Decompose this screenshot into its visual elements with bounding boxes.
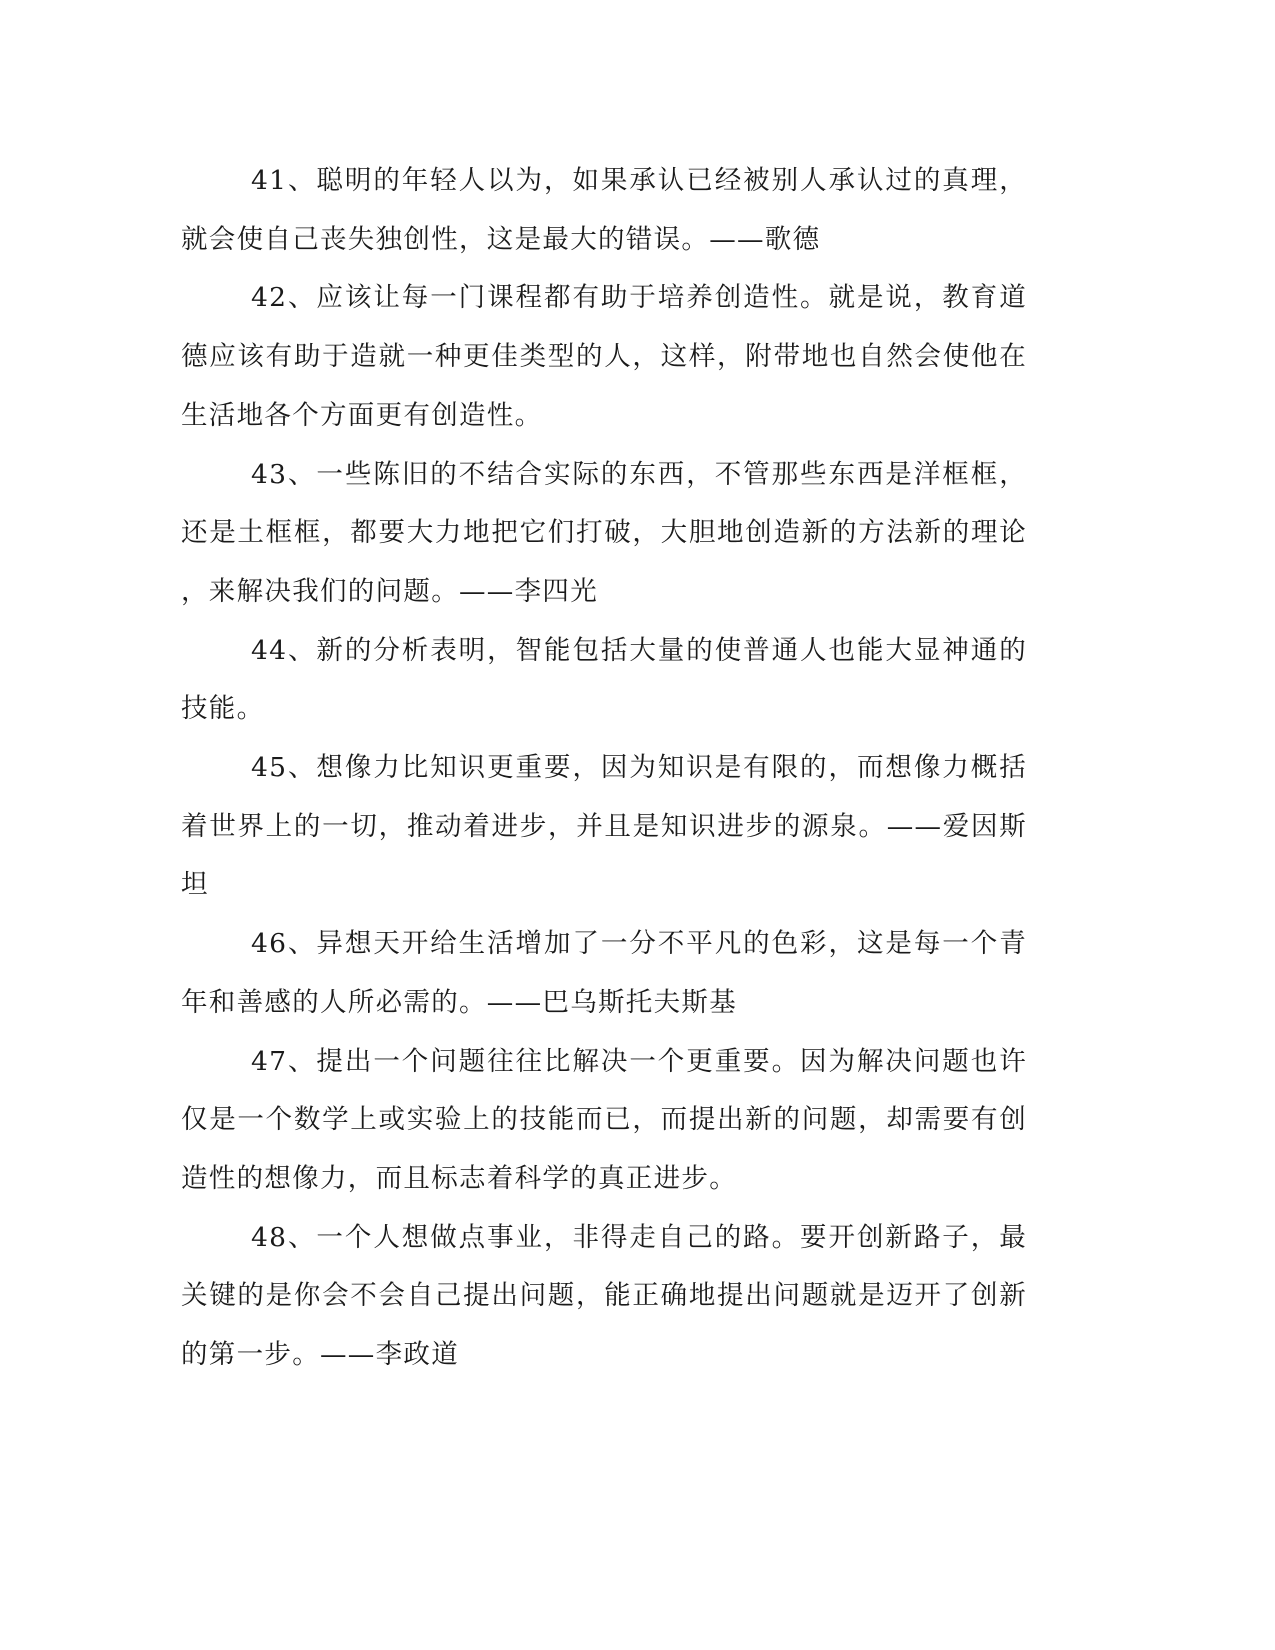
quote-paragraph-47: 47、提出一个问题往往比解决一个更重要。因为解决问题也许仅是一个数学上或实验上的技能而已，而提出新的问题，却需要有创造性的想像力，而且标志着科学的真正进步。 <box>181 1045 1027 1194</box>
quote-paragraph-44: 44、新的分析表明，智能包括大量的使普通人也能大显神通的技能。 <box>181 634 1027 725</box>
quote-paragraph-46: 46、异想天开给生活增加了一分不平凡的色彩，这是每一个青年和善感的人所必需的。——巴乌斯托夫斯基 <box>181 928 1027 1018</box>
quote-paragraph-45: 45、想像力比知识更重要，因为知识是有限的，而想像力概括着世界上的一切，推动着进步，并且是知识进步的源泉。——爱因斯坦 <box>181 752 1027 901</box>
document-body <box>181 152 1027 1385</box>
quote-paragraph-41: 41、聪明的年轻人以为，如果承认已经被别人承认过的真理，就会使自己丧失独创性，这是最大的错误。——歌德 <box>181 165 1027 255</box>
quote-paragraph-43: 43、一些陈旧的不结合实际的东西，不管那些东西是洋框框，还是土框框，都要大力地把它们打破，大胆地创造新的方法新的理论，来解决我们的问题。——李四光 <box>181 458 1027 607</box>
quote-paragraph-42: 42、应该让每一门课程都有助于培养创造性。就是说，教育道德应该有助于造就一种更佳类型的人，这样，附带地也自然会使他在生活地各个方面更有创造性。 <box>181 282 1027 431</box>
quote-paragraph-48: 48、一个人想做点事业，非得走自己的路。要开创新路子，最关键的是你会不会自己提出问题，能正确地提出问题就是迈开了创新的第一步。——李政道 <box>181 1221 1027 1371</box>
